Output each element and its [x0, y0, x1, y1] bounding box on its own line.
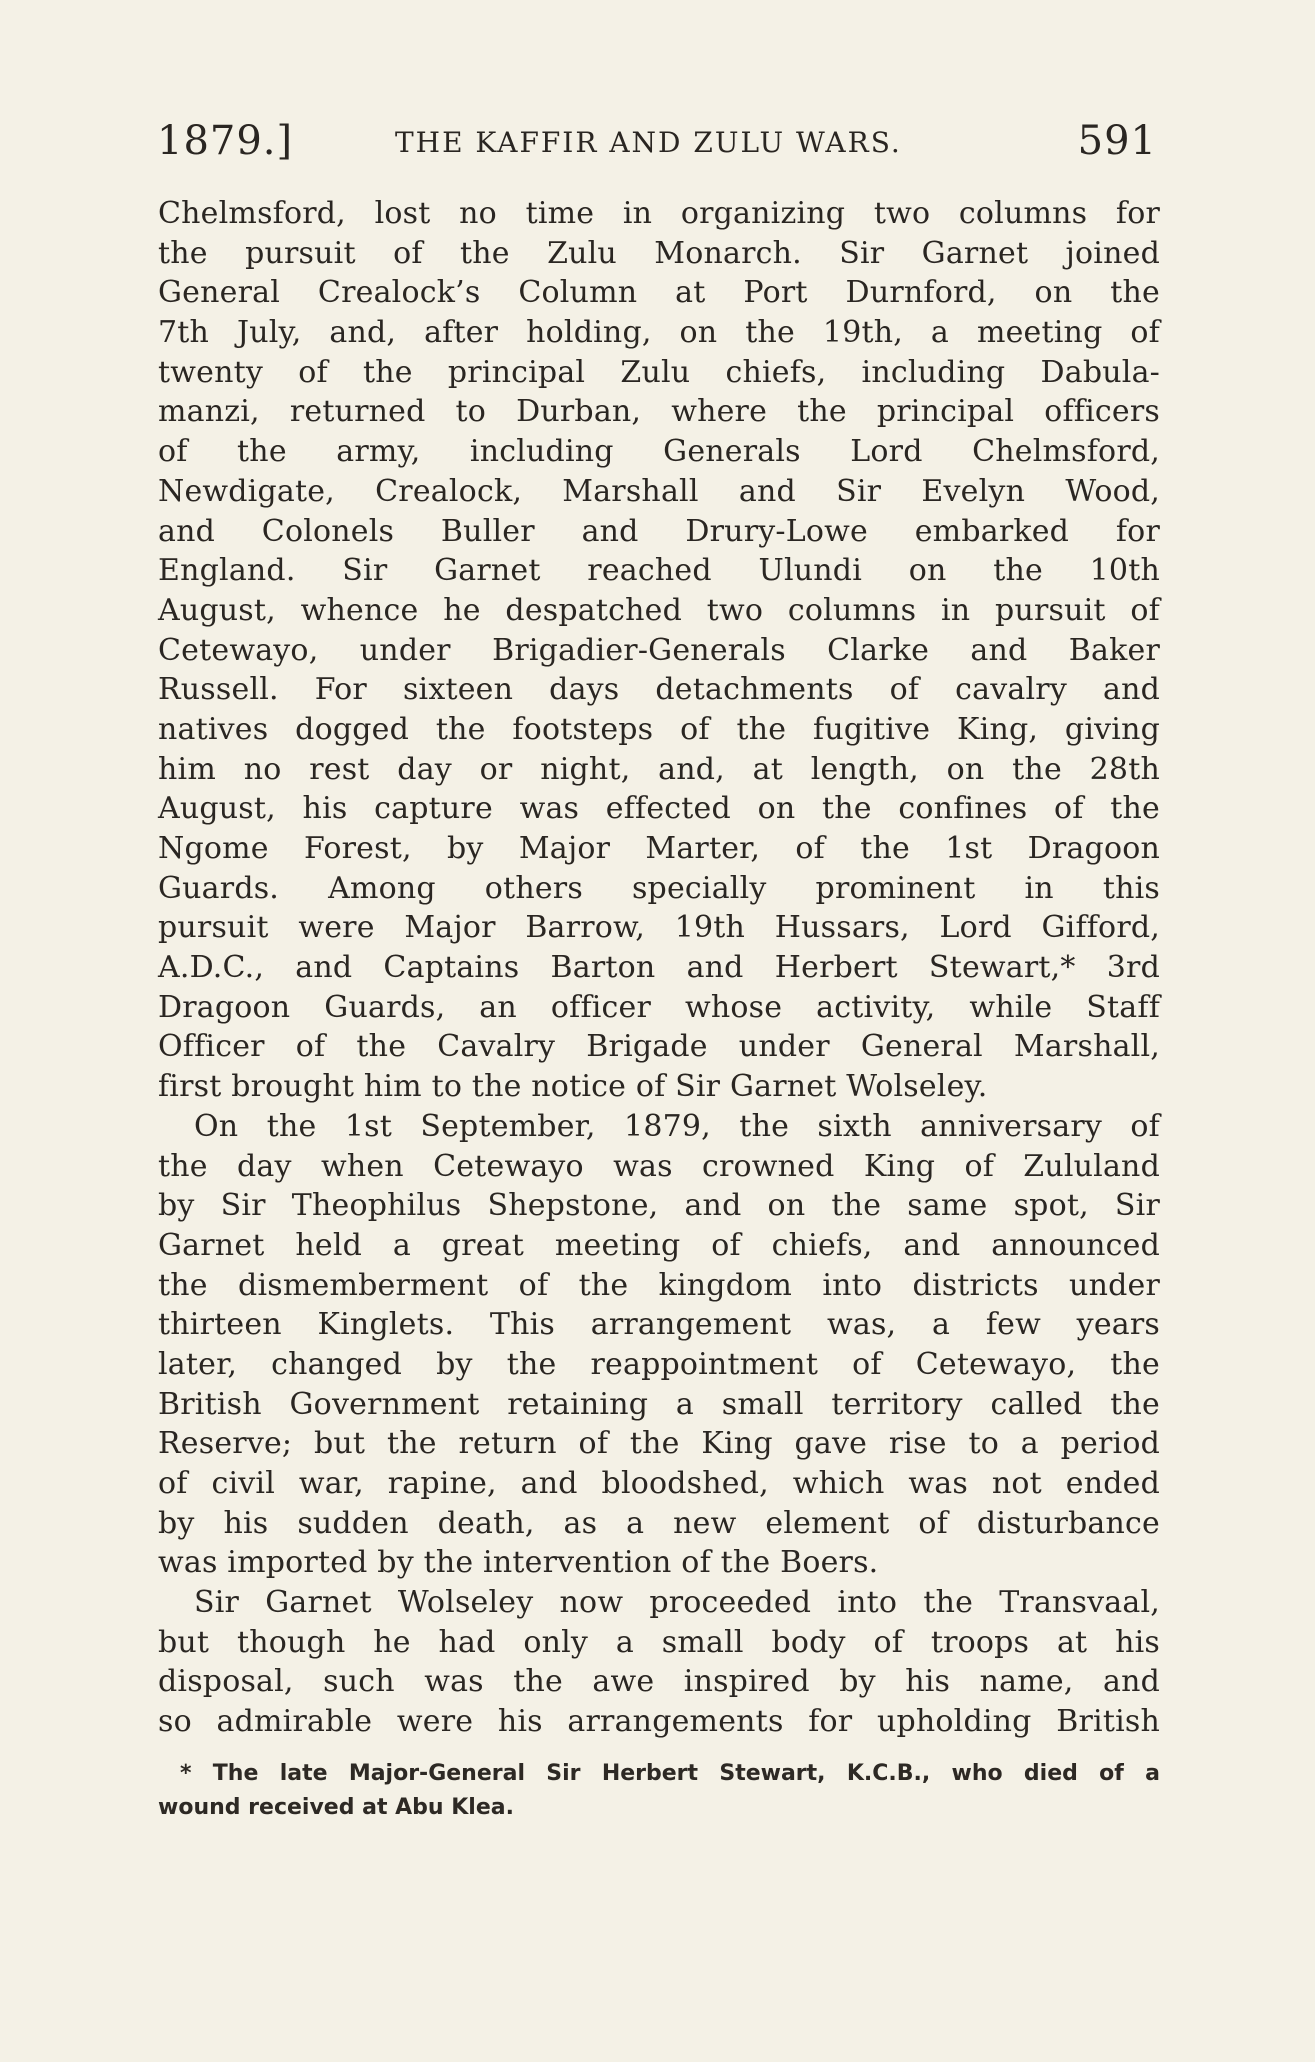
text-line: thirteen Kinglets. This arrangement was, a few years: [158, 1307, 1160, 1343]
footnote-line: wound received at Abu Klea.: [158, 1795, 514, 1820]
text-line: A.D.C., and Captains Barton and Herbert Stewart,* 3rd: [158, 950, 1160, 986]
text-line: him no rest day or night, and, at length, on the 28th: [158, 751, 1160, 787]
paragraph-end-line: first brought him to the notice of Sir Garnet Wolseley.: [158, 1069, 988, 1105]
text-line: natives dogged the footsteps of the fugitive King, giving: [158, 711, 1160, 747]
text-line: Garnet held a great meeting of chiefs, and announced: [158, 1227, 1160, 1263]
header-year: 1879.]: [157, 118, 294, 164]
text-line: pursuit were Major Barrow, 19th Hussars, Lord Gifford,: [158, 910, 1160, 946]
body-text: [158, 194, 1160, 1742]
text-line: Guards. Among others specially prominent in this: [158, 870, 1160, 906]
text-line: the pursuit of the Zulu Monarch. Sir Garnet joined: [158, 235, 1160, 271]
text-line: 7th July, and, after holding, on the 19th, a meeting of: [158, 315, 1160, 351]
footnote: [158, 1757, 1160, 1825]
page-header: [157, 118, 1157, 168]
running-title: THE KAFFIR AND ZULU WARS.: [395, 126, 902, 159]
text-line: and Colonels Buller and Drury-Lowe embarked for: [158, 513, 1160, 549]
text-line: Dragoon Guards, an officer whose activity, while Staff: [158, 989, 1160, 1025]
paragraph-end-line: was imported by the intervention of the Boers.: [158, 1545, 879, 1581]
text-line: Officer of the Cavalry Brigade under General Marshall,: [158, 1029, 1160, 1065]
paragraph-start-line: Sir Garnet Wolseley now proceeded into the Transvaal,: [194, 1585, 1160, 1621]
text-line: Cetewayo, under Brigadier-Generals Clarke and Baker: [158, 632, 1160, 668]
text-line: August, whence he despatched two columns in pursuit of: [158, 592, 1160, 628]
text-line: twenty of the principal Zulu chiefs, including Dabula-: [158, 354, 1160, 390]
text-line: British Government retaining a small territory called the: [158, 1386, 1160, 1422]
text-line: Ngome Forest, by Major Marter, of the 1st Dragoon: [158, 831, 1160, 866]
text-line: so admirable were his arrangements for upholding British: [158, 1704, 1160, 1740]
text-line: Russell. For sixteen days detachments of cavalry and: [158, 672, 1160, 708]
text-line: of civil war, rapine, and bloodshed, which was not ended: [158, 1466, 1160, 1501]
page-number: 591: [1077, 118, 1157, 164]
text-line: but though he had only a small body of troops at his: [158, 1624, 1160, 1660]
text-line: of the army, including Generals Lord Chelmsford,: [158, 434, 1160, 470]
text-line: General Crealock’s Column at Port Durnford, on the: [158, 275, 1160, 311]
text-line: Reserve; but the return of the King gave rise to a period: [158, 1426, 1160, 1462]
text-line: August, his capture was effected on the confines of the: [158, 791, 1160, 827]
text-line: the dismemberment of the kingdom into districts under: [158, 1267, 1160, 1303]
paragraph-start-line: On the 1st September, 1879, the sixth anniversary of: [194, 1108, 1160, 1144]
text-line: Newdigate, Crealock, Marshall and Sir Evelyn Wood,: [158, 473, 1160, 509]
text-line: manzi, returned to Durban, where the principal officers: [158, 394, 1160, 430]
footnote-line: * The late Major-General Sir Herbert Stewart, K.C.B., who died of a: [180, 1761, 1160, 1786]
text-line: the day when Cetewayo was crowned King of Zululand: [158, 1148, 1160, 1184]
text-line: disposal, such was the awe inspired by his name, and: [158, 1664, 1160, 1700]
text-line: England. Sir Garnet reached Ulundi on the 10th: [158, 553, 1160, 589]
text-line: by his sudden death, as a new element of disturbance: [158, 1505, 1160, 1541]
text-line: later, changed by the reappointment of Cetewayo, the: [158, 1346, 1160, 1382]
text-line: by Sir Theophilus Shepstone, and on the same spot, Sir: [158, 1188, 1160, 1224]
text-line: Chelmsford, lost no time in organizing two columns for: [158, 196, 1160, 231]
